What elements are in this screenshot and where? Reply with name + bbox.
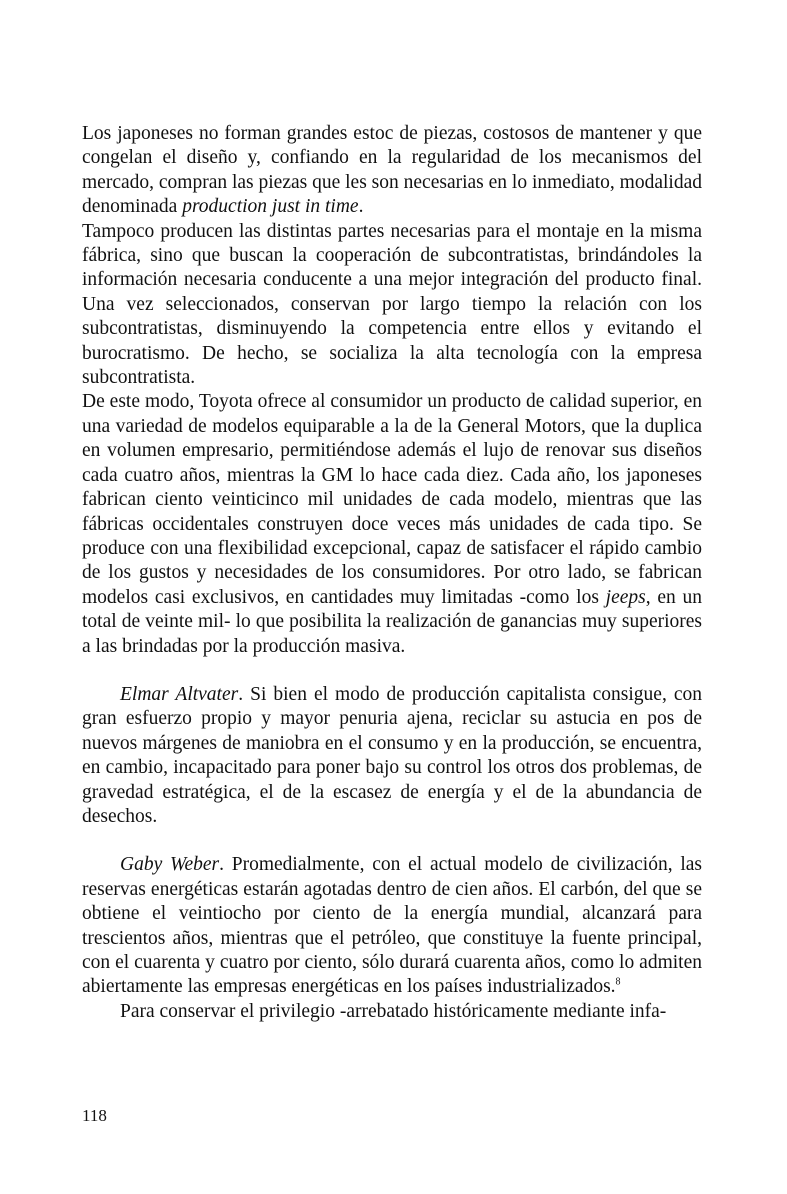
footnote-marker: 8 [615, 976, 621, 988]
paragraph-6-text: Para conservar el privilegio -arrebatado históricamente mediante infa- [120, 1000, 667, 1022]
page-number: 118 [82, 1106, 107, 1125]
paragraph-weber [82, 853, 702, 999]
paragraph-6 [82, 1000, 702, 1024]
paragraph-1-emphasis: production just in time [182, 196, 359, 218]
paragraph-1 [82, 122, 702, 220]
paragraph-3-text: De este modo, Toyota ofrece al consumidor un producto de calidad superior, en una variedad de modelos equiparable a la de la General Motors, que la duplica en volumen empresario, permitiéndose además el lujo de renovar sus diseños cada cuatro años, mientras la GM lo hace cada diez. Cada año, los japoneses fabrican ciento veinticinco mil unidades de cada modelo, mientras que las fábricas occidentales construyen doce veces más unidades de cada tipo. Se produce con una flexibilidad excepcional, capaz de satisfacer el rápido cambio de los gustos y necesidades de los consumidores. Por otro lado, se fabrican modelos casi exclusivos, en cantidades muy limitadas -como los [82, 391, 702, 608]
paragraph-2-text: Tampoco producen las distintas partes necesarias para el montaje en la misma fábrica, sino que buscan la cooperación de subcontratistas, brindándoles la información necesaria conducente a una mejor integración del producto final. Una vez seleccionados, conservan por largo tiempo la relación con los subcontratistas, disminuyendo la competencia entre ellos y evitando el burocratismo. De hecho, se socializa la alta tecnología con la empresa subcontratista. [82, 220, 702, 389]
paragraph-3 [82, 390, 702, 658]
page-body [82, 122, 702, 1024]
paragraph-3-end: , en un total de veinte mil- lo que posibilita la realización de ganancias muy superiores a las brindadas por la producción masiva. [82, 586, 702, 657]
paragraph-3-emphasis: jeeps [605, 586, 646, 608]
paragraph-1-text: Los japoneses no forman grandes estoc de piezas, costosos de mantener y que congelan el diseño y, confiando en la regularidad de los mecanismos del mercado, compran las piezas que les son necesarias en lo inmediato, modalidad denominada [82, 123, 702, 218]
paragraph-altvater-text: . Si bien el modo de producción capitalista consigue, con gran esfuerzo propio y mayor penuria ajena, reciclar su astucia en pos de nuevos márgenes de maniobra en el consumo y en la producción, se encuentra, en cambio, incapacitado para poner bajo su control los otros dos problemas, de gravedad estratégica, el de la escasez de energía y el de la abundancia de desechos. [82, 683, 702, 827]
speaker-name: Elmar Altvater [120, 683, 239, 705]
paragraph-altvater [82, 683, 702, 829]
paragraph-1-end: . [358, 196, 364, 218]
paragraph-weber-text: . Promedialmente, con el actual modelo de civilización, las reservas energéticas estarán agotadas dentro de cien años. El carbón, del que se obtiene el veintiocho por ciento de la energía mundial, alcanzará para trescientos años, mientras que el petróleo, que constituye la fuente principal, con el cuarenta y cuatro por ciento, sólo durará cuarenta años, como lo admiten abiertamente las empresas energéticas en los países industrializados. [82, 854, 703, 998]
speaker-name: Gaby Weber [120, 854, 220, 876]
paragraph-2 [82, 220, 702, 391]
